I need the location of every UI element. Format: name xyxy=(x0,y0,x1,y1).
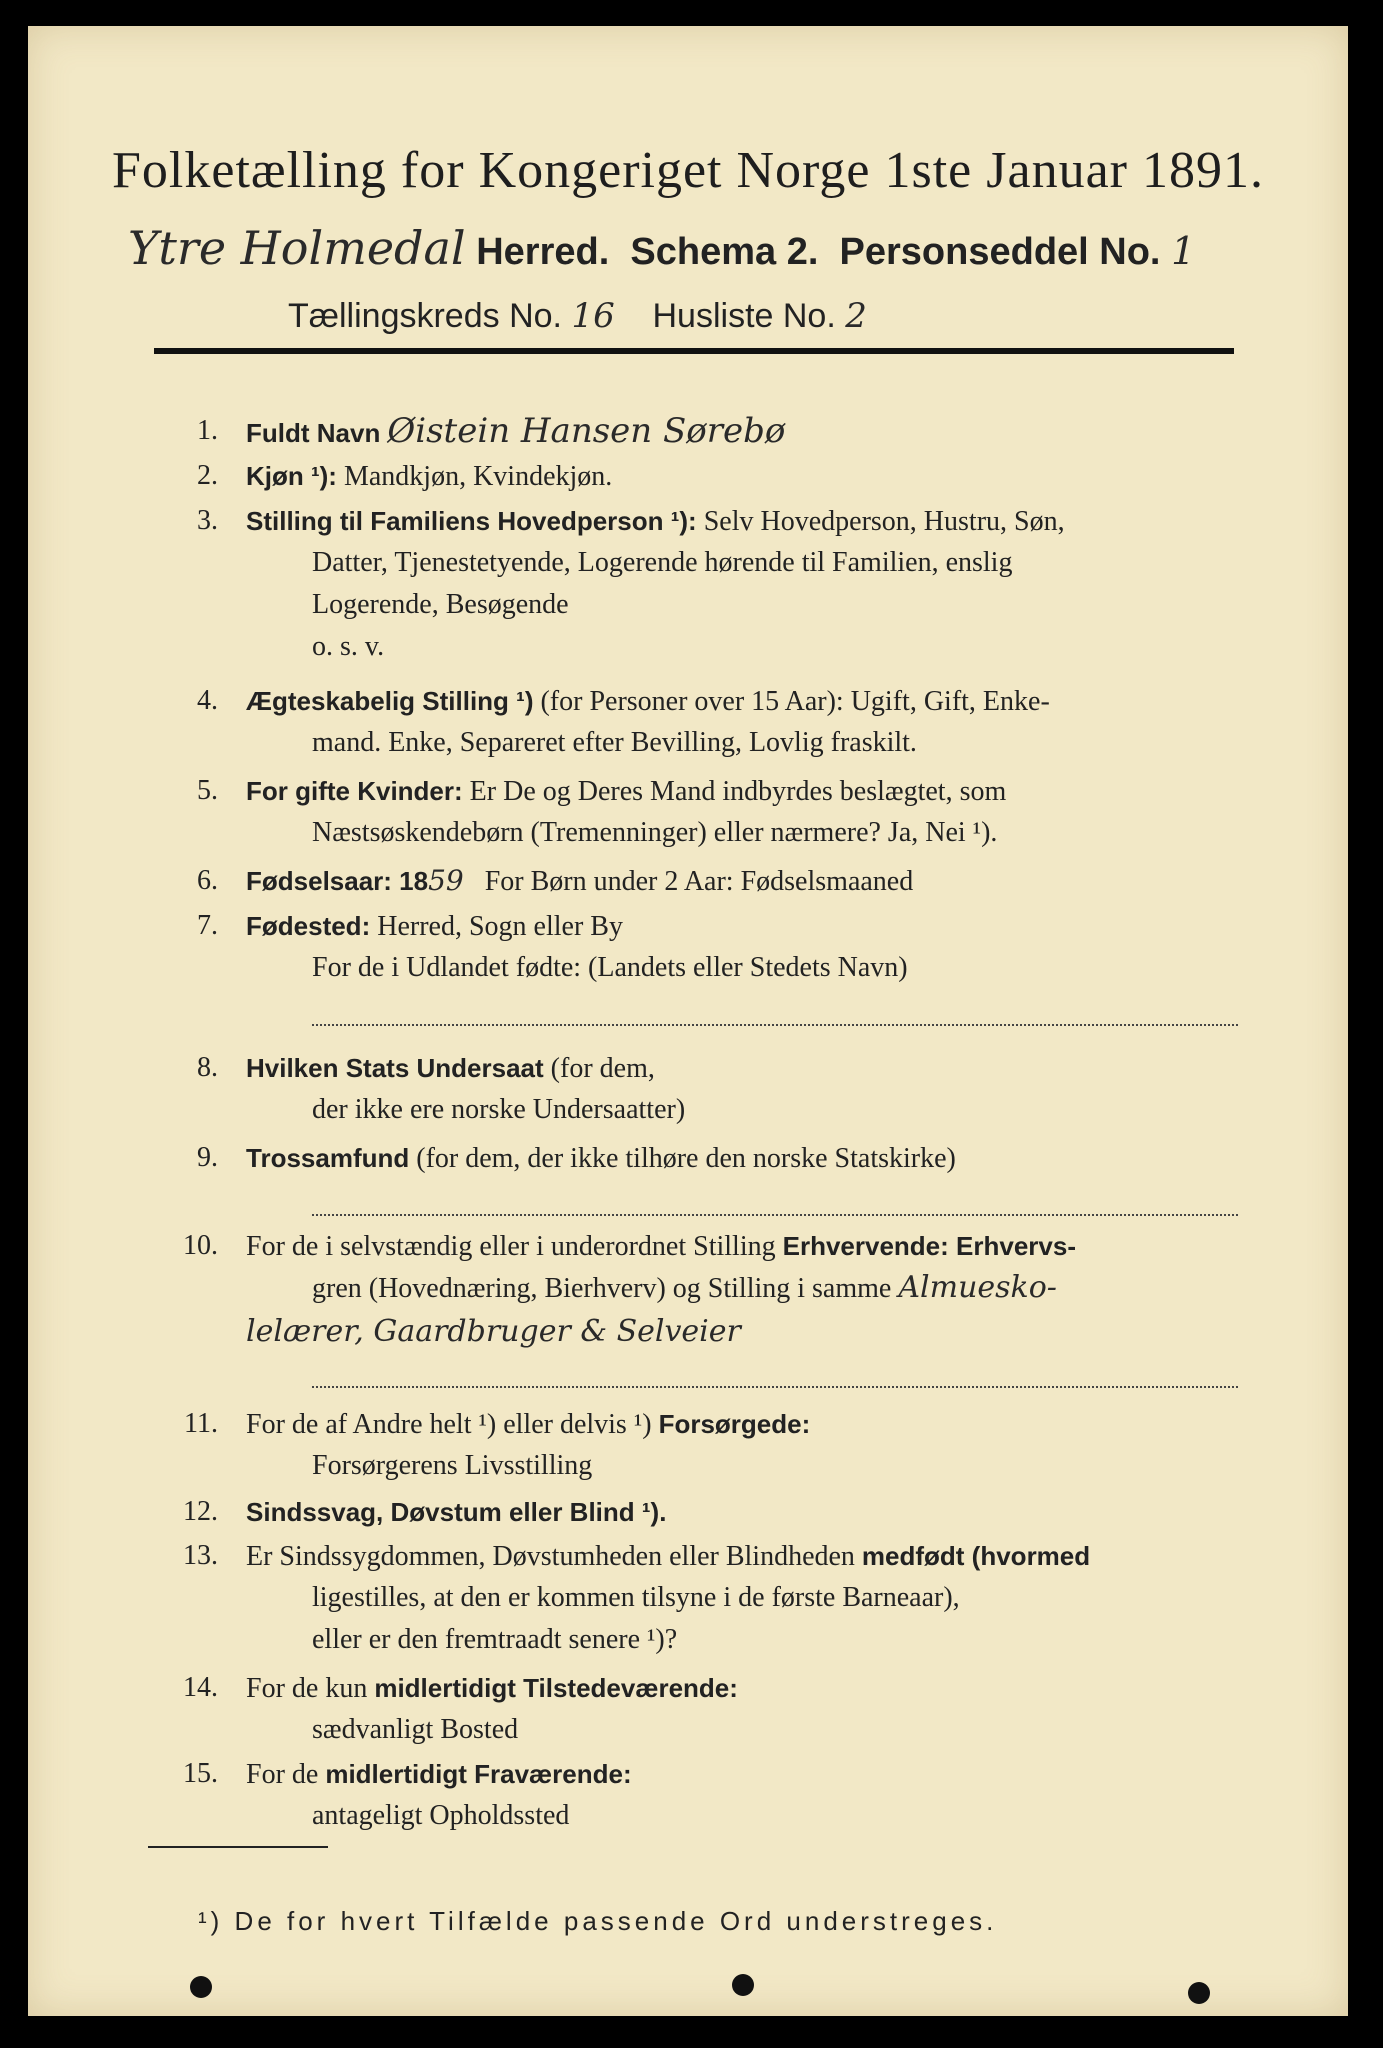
item-6 xyxy=(148,861,1238,901)
personseddel-no: 1 xyxy=(1171,229,1196,273)
item-number: 4. xyxy=(197,685,218,716)
header-line-kreds xyxy=(288,296,1188,336)
item-cont: gren (Hovednæring, Bierhverv) og Stilling i samme xyxy=(312,1273,892,1304)
punch-mark xyxy=(732,1974,754,1996)
item-label: Ægteskabelig Stilling ¹) xyxy=(246,686,534,716)
herred-name: Ytre Holmedal xyxy=(128,221,466,275)
item-value: (for dem, der ikke tilhøre den norske Statskirke) xyxy=(416,1143,956,1174)
item-cont: Logerende, Besøgende xyxy=(312,589,569,620)
header-rule xyxy=(154,348,1234,354)
item-number: 12. xyxy=(183,1496,218,1527)
item-value: midlertidigt Fraværende: xyxy=(325,1759,632,1789)
punch-mark xyxy=(1188,1982,1210,2004)
item-number: 7. xyxy=(197,910,218,941)
item-label: Fødested: xyxy=(246,911,371,941)
item-12 xyxy=(148,1492,1238,1532)
personseddel-label: Personseddel No. xyxy=(839,231,1161,273)
census-form xyxy=(28,26,1348,2016)
item-extra: For Børn under 2 Aar: Fødselsmaaned xyxy=(484,866,914,897)
item-label: For de i selvstændig eller i underordnet Stilling xyxy=(246,1231,776,1262)
item-number: 15. xyxy=(183,1758,218,1789)
item-value: Er De og Deres Mand indbyrdes beslægtet, som xyxy=(469,776,1007,807)
item-number: 2. xyxy=(197,460,218,491)
kreds-label: Tællingskreds No. xyxy=(288,297,562,335)
item-8 xyxy=(148,1048,1238,1133)
footnote-rule xyxy=(148,1846,328,1848)
item-2 xyxy=(148,456,1238,496)
item-cont: Forsørgerens Livsstilling xyxy=(312,1450,593,1481)
item-number: 11. xyxy=(184,1408,218,1439)
item-cont: Datter, Tjenestetyende, Logerende hørende til Familien, enslig xyxy=(312,547,1013,578)
schema-label: Schema 2. xyxy=(630,231,819,273)
item-15 xyxy=(148,1754,1238,1839)
item-3 xyxy=(148,501,1238,671)
item-number: 8. xyxy=(197,1052,218,1083)
item-number: 3. xyxy=(197,505,218,536)
item-value: Selv Hovedperson, Hustru, Søn, xyxy=(703,506,1065,537)
item-7 xyxy=(148,906,1238,1036)
full-name-value: Øistein Hansen Sørebø xyxy=(387,411,786,451)
item-number: 10. xyxy=(183,1230,218,1261)
item-label: For de xyxy=(246,1759,319,1790)
herred-label: Herred. xyxy=(476,231,610,273)
item-value: medfødt (hvormed xyxy=(861,1541,1091,1571)
item-4 xyxy=(148,681,1238,766)
birth-year-value: 59 xyxy=(428,864,464,897)
husliste-no: 2 xyxy=(845,296,867,336)
item-14 xyxy=(148,1668,1238,1753)
item-value: (for Personer over 15 Aar): Ugift, Gift, Enke- xyxy=(540,686,1050,717)
item-number: 9. xyxy=(197,1142,218,1173)
item-cont: antageligt Opholdssted xyxy=(312,1800,570,1831)
item-label: Kjøn ¹): xyxy=(246,461,337,491)
item-label: Trossamfund xyxy=(246,1143,410,1173)
punch-mark xyxy=(190,1976,212,1998)
item-number: 14. xyxy=(183,1672,218,1703)
item-value: Mandkjøn, Kvindekjøn. xyxy=(343,461,613,492)
footnote: ¹) De for hvert Tilfælde passende Ord understreges. xyxy=(198,1906,998,1936)
item-10 xyxy=(148,1226,1238,1396)
item-value: Forsørgede: xyxy=(658,1409,811,1439)
item-9 xyxy=(148,1138,1238,1223)
item-cont: der ikke ere norske Undersaatter) xyxy=(312,1094,686,1125)
item-label: Stilling til Familiens Hovedperson ¹): xyxy=(246,506,697,536)
item-label: For gifte Kvinder: xyxy=(246,776,463,806)
occupation-value: Almuesko- xyxy=(898,1270,1057,1305)
item-label: For de kun xyxy=(246,1673,368,1704)
item-cont: For de i Udlandet fødte: (Landets eller Stedets Navn) xyxy=(312,952,908,983)
form-title: Folketælling for Kongeriget Norge 1ste Januar 1891. xyxy=(112,142,1264,199)
item-value: Erhvervende: Erhvervs- xyxy=(782,1231,1076,1261)
item-number: 13. xyxy=(183,1540,218,1571)
item-number: 6. xyxy=(197,865,218,896)
item-5 xyxy=(148,771,1238,856)
item-label: Fødselsaar: 18 xyxy=(246,866,429,896)
item-cont: ligestilles, at den er kommen tilsyne i de første Barneaar), xyxy=(312,1582,960,1613)
item-cont: o. s. v. xyxy=(312,631,385,662)
item-cont: mand. Enke, Separeret efter Bevilling, Lovlig fraskilt. xyxy=(312,727,917,758)
item-label: Sindssvag, Døvstum eller Blind ¹). xyxy=(246,1497,667,1527)
item-value: (for dem, xyxy=(550,1053,655,1084)
husliste-label: Husliste No. xyxy=(652,297,836,335)
item-13 xyxy=(148,1536,1238,1666)
item-number: 5. xyxy=(197,775,218,806)
item-value: midlertidigt Tilstedeværende: xyxy=(374,1673,738,1703)
item-11 xyxy=(148,1404,1238,1489)
kreds-no: 16 xyxy=(571,296,615,336)
item-cont: Næstsøskendebørn (Tremenninger) eller nærmere? Ja, Nei ¹). xyxy=(312,817,998,848)
item-value: Herred, Sogn eller By xyxy=(377,911,623,942)
header-line-herred xyxy=(128,221,1248,275)
item-cont: sædvanligt Bosted xyxy=(312,1714,519,1745)
item-cont: eller er den fremtraadt senere ¹)? xyxy=(312,1624,678,1655)
occupation-value-cont: lelærer, Gaardbruger & Selveier xyxy=(246,1314,741,1349)
item-label: Hvilken Stats Undersaat xyxy=(246,1053,544,1083)
item-label: Er Sindssygdommen, Døvstumheden eller Blindheden xyxy=(246,1541,855,1572)
item-1 xyxy=(148,411,1238,451)
item-label: For de af Andre helt ¹) eller delvis ¹) xyxy=(246,1409,652,1440)
item-label: Fuldt Navn xyxy=(246,418,381,448)
item-number: 1. xyxy=(197,415,218,446)
